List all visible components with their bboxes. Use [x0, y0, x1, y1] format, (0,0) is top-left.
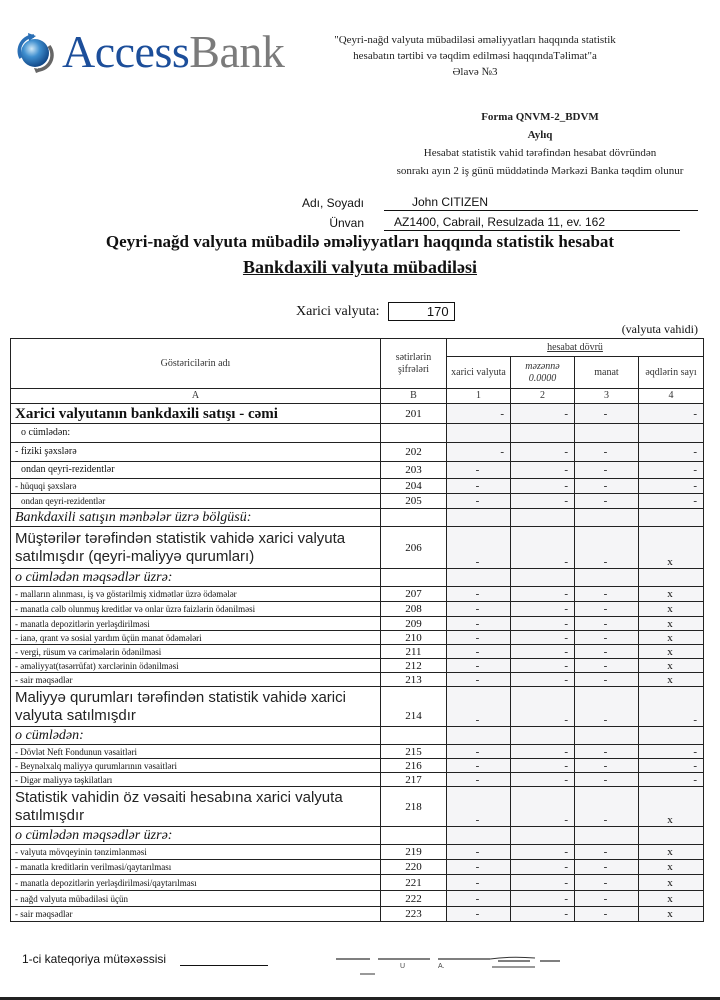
cell-exchange-rate[interactable]: -	[511, 443, 575, 462]
cell-exchange-rate[interactable]: -	[511, 875, 575, 891]
svg-text:U: U	[400, 963, 406, 970]
svg-text:A.: A.	[438, 963, 445, 970]
cell-deal-count[interactable]: x	[639, 587, 704, 602]
row-label: - manatla kreditlərin verilməsi/qaytarılması	[11, 860, 381, 875]
cell-foreign-currency[interactable]: -	[447, 659, 511, 673]
row-code: 212	[381, 659, 447, 673]
row-label: ondan qeyri-rezidentlər	[11, 494, 381, 509]
cell-exchange-rate[interactable]: -	[511, 494, 575, 509]
row-code	[381, 509, 447, 527]
index-b: B	[381, 389, 447, 404]
cell-deal-count[interactable]	[639, 509, 704, 527]
table-row	[11, 462, 704, 479]
cell-exchange-rate[interactable]: -	[511, 907, 575, 922]
form-note-1: Hesabat statistik vahid tərəfindən hesabat dövründən	[423, 147, 657, 159]
row-label: - sair məqsədlər	[11, 907, 381, 922]
cell-foreign-currency[interactable]: -	[447, 587, 511, 602]
cell-deal-count[interactable]: x	[639, 645, 704, 659]
cell-deal-count[interactable]: -	[639, 745, 704, 759]
table-row	[11, 631, 704, 645]
table-row	[11, 773, 704, 787]
form-info	[380, 108, 700, 180]
cell-foreign-currency[interactable]: -	[447, 631, 511, 645]
cell-deal-count[interactable]: x	[639, 907, 704, 922]
cell-exchange-rate[interactable]	[511, 827, 575, 845]
cell-foreign-currency[interactable]: -	[447, 602, 511, 617]
row-code: 201	[381, 404, 447, 424]
table-row	[11, 645, 704, 659]
row-code: 214	[381, 687, 447, 727]
cell-foreign-currency[interactable]: -	[447, 617, 511, 631]
cell-manat[interactable]	[575, 827, 639, 845]
row-label: - manatla depozitlərin yerləşdirilməsi	[11, 617, 381, 631]
cell-foreign-currency[interactable]: -	[447, 443, 511, 462]
cell-exchange-rate[interactable]: -	[511, 645, 575, 659]
cell-manat[interactable]: -	[575, 645, 639, 659]
table-row	[11, 659, 704, 673]
reference-line-2: hesabatın tərtibi və təqdim edilməsi haqqındaTəlimat"a	[353, 50, 597, 62]
cell-foreign-currency[interactable]: -	[447, 875, 511, 891]
row-label: - Beynəlxalq maliyyə qurumlarının vəsaitləri	[11, 759, 381, 773]
cell-exchange-rate[interactable]: -	[511, 462, 575, 479]
cell-manat[interactable]: -	[575, 602, 639, 617]
cell-exchange-rate[interactable]: -	[511, 673, 575, 687]
index-4: 4	[639, 389, 704, 404]
row-code: 206	[381, 527, 447, 569]
cell-foreign-currency[interactable]: -	[447, 687, 511, 727]
table-row	[11, 891, 704, 907]
cell-deal-count[interactable]: x	[639, 659, 704, 673]
cell-manat[interactable]	[575, 727, 639, 745]
cell-exchange-rate[interactable]	[511, 727, 575, 745]
cell-manat[interactable]: -	[575, 443, 639, 462]
cell-manat[interactable]: -	[575, 527, 639, 569]
cell-manat[interactable]: -	[575, 787, 639, 827]
cell-foreign-currency[interactable]: -	[447, 891, 511, 907]
cell-exchange-rate[interactable]	[511, 509, 575, 527]
table-row	[11, 907, 704, 922]
cell-deal-count[interactable]	[639, 827, 704, 845]
cell-exchange-rate[interactable]: -	[511, 860, 575, 875]
cell-exchange-rate[interactable]: -	[511, 891, 575, 907]
cell-manat[interactable]: -	[575, 673, 639, 687]
cell-manat[interactable]: -	[575, 479, 639, 494]
cell-manat[interactable]: -	[575, 907, 639, 922]
row-label: o cümlədən məqsədlər üzrə:	[11, 827, 381, 845]
cell-deal-count[interactable]: x	[639, 631, 704, 645]
row-code: 202	[381, 443, 447, 462]
row-label: - Dövlət Neft Fondunun vəsaitləri	[11, 745, 381, 759]
cell-manat[interactable]: -	[575, 404, 639, 424]
row-code: 216	[381, 759, 447, 773]
row-label: - hüquqi şəxslərə	[11, 479, 381, 494]
table-row	[11, 827, 704, 845]
cell-exchange-rate[interactable]: -	[511, 773, 575, 787]
logo-text-access: Access	[62, 26, 190, 77]
cell-exchange-rate[interactable]: -	[511, 404, 575, 424]
index-3: 3	[575, 389, 639, 404]
cell-deal-count[interactable]	[639, 727, 704, 745]
cell-foreign-currency[interactable]	[447, 827, 511, 845]
cell-manat[interactable]: -	[575, 875, 639, 891]
header-reporting-period: hesabat dövrü	[447, 339, 704, 357]
cell-manat[interactable]: -	[575, 494, 639, 509]
row-code	[381, 827, 447, 845]
name-field[interactable]: John CITIZEN	[384, 195, 698, 211]
table-row	[11, 860, 704, 875]
cell-foreign-currency[interactable]: -	[447, 787, 511, 827]
cell-deal-count[interactable]: x	[639, 845, 704, 860]
form-code: Forma QNVM-2_BDVM	[481, 111, 599, 123]
table-row	[11, 727, 704, 745]
cell-exchange-rate[interactable]: -	[511, 687, 575, 727]
row-code: 220	[381, 860, 447, 875]
table-row	[11, 424, 704, 443]
header-exchange-rate: məzənnə 0.0000	[511, 357, 575, 389]
signature-label: 1-ci kateqoriya mütəxəssisi	[22, 952, 167, 966]
row-label: - vergi, rüsum və cərimələrin ödənilməsi	[11, 645, 381, 659]
accessbank-logo	[12, 26, 284, 78]
row-label: - valyuta mövqeyinin tənzimlənməsi	[11, 845, 381, 860]
cell-deal-count[interactable]: x	[639, 527, 704, 569]
table-row	[11, 787, 704, 827]
cell-manat[interactable]: -	[575, 860, 639, 875]
row-label: - əməliyyat(təsərrüfat) xərclərinin ödənilməsi	[11, 659, 381, 673]
table-row	[11, 673, 704, 687]
table-row	[11, 404, 704, 424]
row-code: 213	[381, 673, 447, 687]
currency-selector	[296, 302, 455, 321]
signature-scribble	[330, 955, 610, 977]
logo-wordmark	[62, 26, 285, 77]
index-1: 1	[447, 389, 511, 404]
cell-exchange-rate[interactable]	[511, 569, 575, 587]
cell-foreign-currency[interactable]: -	[447, 673, 511, 687]
report-subtitle-text: Bankdaxili valyuta mübadiləsi	[242, 257, 478, 277]
cell-foreign-currency[interactable]: -	[447, 479, 511, 494]
header-index-row	[11, 389, 704, 404]
report-title: Qeyri-nağd valyuta mübadilə əməliyyatları haqqında statistik hesabat	[105, 232, 615, 251]
row-label: - nağd valyuta mübadiləsi üçün	[11, 891, 381, 907]
cell-exchange-rate[interactable]: -	[511, 845, 575, 860]
cell-foreign-currency[interactable]	[447, 424, 511, 443]
cell-deal-count[interactable]: x	[639, 875, 704, 891]
regulation-reference	[310, 32, 640, 80]
row-label: o cümlədən:	[11, 727, 381, 745]
address-label: Ünvan	[329, 216, 364, 230]
address-field[interactable]: AZ1400, Cabrail, Resulzada 11, ev. 162	[384, 215, 680, 231]
row-label: Statistik vahidin öz vəsaiti hesabına xarici valyuta satılmışdır	[11, 787, 381, 827]
cell-manat[interactable]: -	[575, 659, 639, 673]
table-row	[11, 617, 704, 631]
appendix-number: Əlavə №3	[452, 66, 498, 78]
cell-exchange-rate[interactable]	[511, 424, 575, 443]
table-row	[11, 687, 704, 727]
table-row	[11, 745, 704, 759]
header-manat: manat	[575, 357, 639, 389]
cell-exchange-rate[interactable]: -	[511, 479, 575, 494]
row-code: 205	[381, 494, 447, 509]
cell-exchange-rate[interactable]: -	[511, 659, 575, 673]
cell-manat[interactable]: -	[575, 891, 639, 907]
row-label: - malların alınması, iş və göstərilmiş xidmətlər üzrə ödəmələr	[11, 587, 381, 602]
cell-manat[interactable]: -	[575, 587, 639, 602]
table-row	[11, 494, 704, 509]
row-label: - fiziki şəxslərə	[11, 443, 381, 462]
cell-manat[interactable]: -	[575, 462, 639, 479]
cell-deal-count[interactable]: x	[639, 891, 704, 907]
cell-foreign-currency[interactable]: -	[447, 404, 511, 424]
cell-deal-count[interactable]: -	[639, 759, 704, 773]
form-period: Aylıq	[527, 129, 553, 141]
cell-deal-count[interactable]	[639, 569, 704, 587]
signature-area	[22, 952, 268, 966]
cell-exchange-rate[interactable]: -	[511, 759, 575, 773]
table-row	[11, 875, 704, 891]
table-row	[11, 602, 704, 617]
row-code: 208	[381, 602, 447, 617]
table-row	[11, 527, 704, 569]
currency-label: Xarici valyuta:	[296, 303, 380, 319]
row-code: 211	[381, 645, 447, 659]
header-indicator-name: Göstəricilərin adı	[11, 339, 381, 389]
table-row	[11, 759, 704, 773]
table-row	[11, 569, 704, 587]
table-row	[11, 845, 704, 860]
header-row-code: sətirlərin şifrələri	[381, 339, 447, 389]
cell-foreign-currency[interactable]	[447, 727, 511, 745]
header-row-1	[11, 339, 704, 357]
cell-foreign-currency[interactable]: -	[447, 745, 511, 759]
header-foreign-currency: xarici valyuta	[447, 357, 511, 389]
cell-foreign-currency[interactable]	[447, 569, 511, 587]
index-2: 2	[511, 389, 575, 404]
table-row	[11, 479, 704, 494]
report-table	[10, 338, 704, 922]
row-code	[381, 569, 447, 587]
row-label: ondan qeyri-rezidentlər	[11, 462, 381, 479]
row-code	[381, 424, 447, 443]
cell-exchange-rate[interactable]: -	[511, 587, 575, 602]
row-code: 204	[381, 479, 447, 494]
cell-manat[interactable]: -	[575, 745, 639, 759]
row-code: 209	[381, 617, 447, 631]
cell-exchange-rate[interactable]: -	[511, 602, 575, 617]
reference-line-1: "Qeyri-nağd valyuta mübadiləsi əməliyyatları haqqında statistik	[334, 34, 616, 46]
cell-deal-count[interactable]: -	[639, 404, 704, 424]
cell-manat[interactable]: -	[575, 845, 639, 860]
globe-arrows-icon	[12, 30, 56, 74]
row-code: 217	[381, 773, 447, 787]
table-row	[11, 443, 704, 462]
row-code: 210	[381, 631, 447, 645]
cell-deal-count[interactable]: -	[639, 443, 704, 462]
row-label: - manatla cəlb olunmuş kreditlər və onlar üzrə faizlərin ödənilməsi	[11, 602, 381, 617]
cell-foreign-currency[interactable]: -	[447, 759, 511, 773]
row-label: - sair məqsədlər	[11, 673, 381, 687]
logo-text-bank: Bank	[189, 26, 285, 77]
cell-manat[interactable]: -	[575, 617, 639, 631]
cell-manat[interactable]: -	[575, 759, 639, 773]
cell-foreign-currency[interactable]: -	[447, 773, 511, 787]
cell-manat[interactable]	[575, 569, 639, 587]
cell-foreign-currency[interactable]: -	[447, 462, 511, 479]
row-code: 215	[381, 745, 447, 759]
cell-exchange-rate[interactable]: -	[511, 527, 575, 569]
cell-foreign-currency[interactable]: -	[447, 645, 511, 659]
cell-exchange-rate[interactable]: -	[511, 745, 575, 759]
row-label: Maliyyə qurumları tərəfindən statistik vahidə xarici valyuta satılmışdır	[11, 687, 381, 727]
cell-exchange-rate[interactable]: -	[511, 787, 575, 827]
row-code: 219	[381, 845, 447, 860]
currency-code-field[interactable]: 170	[388, 302, 455, 321]
cell-deal-count[interactable]: x	[639, 617, 704, 631]
cell-foreign-currency[interactable]	[447, 509, 511, 527]
cell-exchange-rate[interactable]: -	[511, 631, 575, 645]
cell-foreign-currency[interactable]: -	[447, 845, 511, 860]
row-code	[381, 727, 447, 745]
signature-line[interactable]	[180, 955, 268, 966]
name-label: Adı, Soyadı	[301, 196, 364, 210]
form-note-2: sonrakı ayın 2 iş günü müddətində Mərkəzi Banka təqdim olunur	[396, 165, 684, 177]
cell-manat[interactable]: -	[575, 773, 639, 787]
cell-deal-count[interactable]: -	[639, 687, 704, 727]
row-label: o cümlədən:	[11, 424, 381, 443]
cell-manat[interactable]: -	[575, 631, 639, 645]
unit-label: (valyuta vahidi)	[621, 322, 698, 336]
cell-deal-count[interactable]: -	[639, 773, 704, 787]
cell-deal-count[interactable]: -	[639, 494, 704, 509]
row-label: o cümlədən məqsədlər üzrə:	[11, 569, 381, 587]
row-code: 203	[381, 462, 447, 479]
row-code: 223	[381, 907, 447, 922]
cell-deal-count[interactable]: x	[639, 860, 704, 875]
cell-foreign-currency[interactable]: -	[447, 527, 511, 569]
row-label: Müştərilər tərəfindən statistik vahidə xarici valyuta satılmışdır (qeyri-maliyyə qurumları)	[11, 527, 381, 569]
cell-manat[interactable]	[575, 424, 639, 443]
row-label: Bankdaxili satışın mənbələr üzrə bölgüsü:	[11, 509, 381, 527]
row-label: Xarici valyutanın bankdaxili satışı - cəmi	[11, 404, 381, 424]
header-deal-count: əqdlərin sayı	[639, 357, 704, 389]
table-row	[11, 509, 704, 527]
cell-foreign-currency[interactable]: -	[447, 494, 511, 509]
row-code: 222	[381, 891, 447, 907]
table-row	[11, 587, 704, 602]
cell-deal-count[interactable]: -	[639, 462, 704, 479]
cell-deal-count[interactable]	[639, 424, 704, 443]
cell-manat[interactable]: -	[575, 687, 639, 727]
row-label: - Digər maliyyə təşkilatları	[11, 773, 381, 787]
index-a: A	[11, 389, 381, 404]
report-subtitle	[0, 257, 720, 278]
cell-deal-count[interactable]: -	[639, 479, 704, 494]
cell-foreign-currency[interactable]: -	[447, 907, 511, 922]
cell-foreign-currency[interactable]: -	[447, 860, 511, 875]
cell-exchange-rate[interactable]: -	[511, 617, 575, 631]
cell-deal-count[interactable]: x	[639, 602, 704, 617]
row-label: - manatla depozitlərin yerləşdirilməsi/qaytarılması	[11, 875, 381, 891]
cell-manat[interactable]	[575, 509, 639, 527]
cell-deal-count[interactable]: x	[639, 787, 704, 827]
row-code: 221	[381, 875, 447, 891]
row-code: 218	[381, 787, 447, 827]
row-code: 207	[381, 587, 447, 602]
row-label: - ianə, qrant və sosial yardım üçün manat ödəmələri	[11, 631, 381, 645]
cell-deal-count[interactable]: x	[639, 673, 704, 687]
